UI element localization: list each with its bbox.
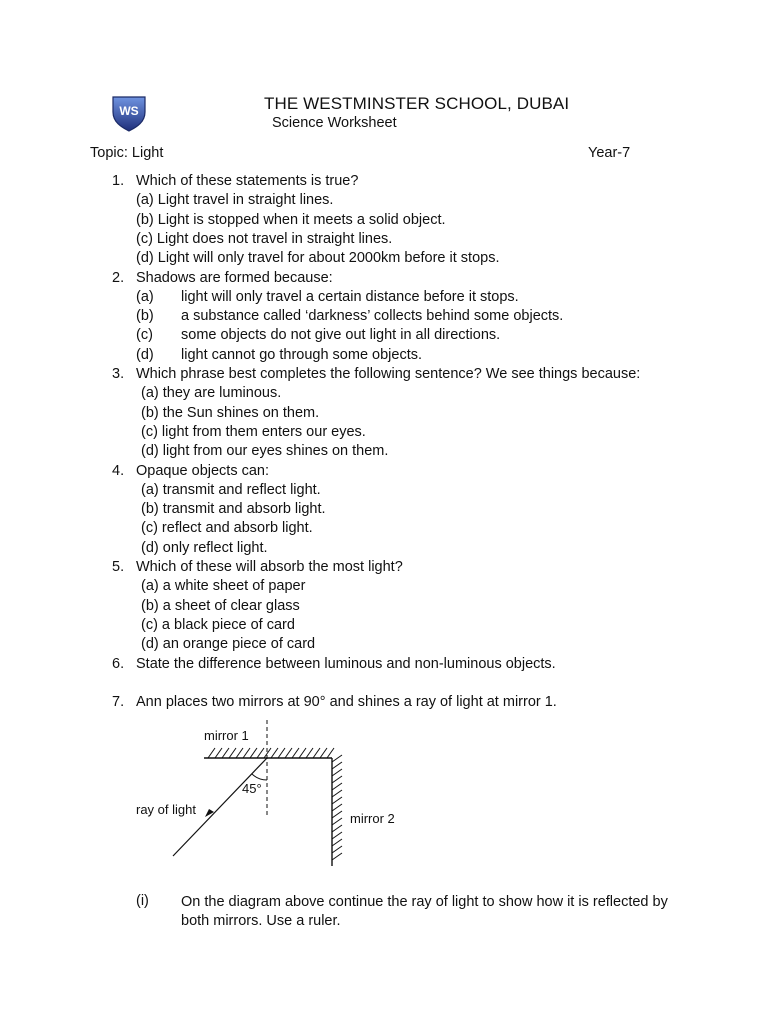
topic-label: Topic: Light <box>90 145 164 161</box>
option-a: (a) Light travel in straight lines. <box>136 192 334 209</box>
mirror-1-hatch-mark <box>222 748 229 758</box>
option-b-label: (b) <box>136 308 154 325</box>
angle-arc <box>252 774 267 780</box>
option-c: (c) light from them enters our eyes. <box>141 423 366 440</box>
option-a-label: (a) <box>136 288 154 305</box>
question-2 <box>0 269 768 369</box>
mirror-2-hatch-mark <box>332 776 342 783</box>
option-a: (a) a white sheet of paper <box>141 578 306 595</box>
mirror-2-hatch-mark <box>332 755 342 762</box>
mirror-1-hatching <box>208 748 334 758</box>
ray-of-light-label: ray of light <box>136 802 196 817</box>
option-b: (b) a sheet of clear glass <box>141 597 300 614</box>
option-d: (d) Light will only travel for about 2000km before it stops. <box>136 250 500 267</box>
mirror-1-hatch-mark <box>313 748 320 758</box>
mirror-2-hatch-mark <box>332 790 342 797</box>
question-number: 7. <box>112 694 125 710</box>
mirror-2-hatch-mark <box>332 804 342 811</box>
mirror-1-hatch-mark <box>236 748 243 758</box>
question-text: Shadows are formed because: <box>136 269 333 286</box>
question-text: Which of these will absorb the most light? <box>136 559 403 575</box>
mirror-2-hatch-mark <box>332 832 342 839</box>
mirror-2-hatch-mark <box>332 825 342 832</box>
mirror-1-hatch-mark <box>327 748 334 758</box>
question-1 <box>0 172 768 272</box>
option-b: (b) transmit and absorb light. <box>141 501 326 518</box>
mirror-2-hatch-mark <box>332 811 342 818</box>
mirror-2-hatching <box>332 755 342 860</box>
mirror-1-hatch-mark <box>243 748 250 758</box>
option-c-label: (c) <box>136 327 153 344</box>
question-number: 1. <box>112 173 125 189</box>
question-number: 6. <box>112 655 125 672</box>
subpart-label: (i) <box>136 893 149 909</box>
option-d-text: light cannot go through some objects. <box>181 346 423 363</box>
school-name: THE WESTMINSTER SCHOOL, DUBAI <box>264 94 570 113</box>
mirror-2-hatch-mark <box>332 818 342 825</box>
mirror-1-hatch-mark <box>257 748 264 758</box>
option-d: (d) an orange piece of card <box>141 636 316 653</box>
mirror-1-hatch-mark <box>271 748 278 758</box>
question-7 <box>0 693 768 715</box>
option-d-label: (d) <box>136 346 154 363</box>
question-text: Opaque objects can: <box>136 462 270 479</box>
question-4 <box>0 462 768 562</box>
question-number: 4. <box>112 462 125 479</box>
mirror-2-hatch-mark <box>332 853 342 860</box>
option-d: (d) light from our eyes shines on them. <box>141 443 389 460</box>
mirror-1-hatch-mark <box>229 748 236 758</box>
question-3 <box>0 365 768 465</box>
mirror-1-hatch-mark <box>292 748 299 758</box>
mirror-2-label: mirror 2 <box>350 811 395 826</box>
mirror-1-hatch-mark <box>278 748 285 758</box>
mirror-2-hatch-mark <box>332 762 342 769</box>
question-text: Which phrase best completes the following sentence? We see things because: <box>136 366 641 382</box>
mirror-2-hatch-mark <box>332 797 342 804</box>
option-b-text: a substance called ‘darkness’ collects behind some objects. <box>181 308 564 325</box>
mirror-1-hatch-mark <box>250 748 257 758</box>
school-logo <box>110 94 148 132</box>
question-number: 3. <box>112 366 125 382</box>
logo-lettering: WS <box>119 104 139 118</box>
question-text: Ann places two mirrors at 90° and shines a ray of light at mirror 1. <box>136 694 557 710</box>
question-text: Which of these statements is true? <box>136 173 359 189</box>
angle-label: 45° <box>242 781 262 796</box>
option-b: (b) Light is stopped when it meets a solid object. <box>136 211 446 228</box>
year-label: Year-7 <box>588 145 631 161</box>
mirror-1-label: mirror 1 <box>204 728 249 743</box>
mirror-2-hatch-mark <box>332 769 342 776</box>
mirror-2-hatch-mark <box>332 846 342 853</box>
mirror-1-hatch-mark <box>299 748 306 758</box>
mirror-1-hatch-mark <box>208 748 215 758</box>
question-text: State the difference between luminous and non-luminous objects. <box>136 655 556 672</box>
mirror-2-hatch-mark <box>332 783 342 790</box>
mirror-2-hatch-mark <box>332 839 342 846</box>
option-a-text: light will only travel a certain distance before it stops. <box>181 288 519 305</box>
option-a: (a) transmit and reflect light. <box>141 481 321 498</box>
mirror-1-hatch-mark <box>306 748 313 758</box>
question-5 <box>0 558 768 658</box>
subpart-text: On the diagram above continue the ray of light to show how it is reflected by both mirrors. Use a ruler. <box>181 894 668 929</box>
option-c-text: some objects do not give out light in all directions. <box>181 327 501 344</box>
option-d: (d) only reflect light. <box>141 539 268 556</box>
ray-arrowhead <box>205 809 214 817</box>
option-c: (c) a black piece of card <box>141 616 295 633</box>
question-number: 5. <box>112 559 125 575</box>
option-c: (c) reflect and absorb light. <box>141 520 313 537</box>
mirror-1-hatch-mark <box>320 748 327 758</box>
option-a: (a) they are luminous. <box>141 385 282 402</box>
option-c: (c) Light does not travel in straight lines. <box>136 230 393 247</box>
mirror-1-hatch-mark <box>285 748 292 758</box>
mirror-diagram <box>130 718 430 878</box>
worksheet-subtitle: Science Worksheet <box>272 115 397 131</box>
question-number: 2. <box>112 269 125 286</box>
mirror-1-hatch-mark <box>215 748 222 758</box>
option-b: (b) the Sun shines on them. <box>141 404 320 421</box>
question-6 <box>0 655 768 677</box>
